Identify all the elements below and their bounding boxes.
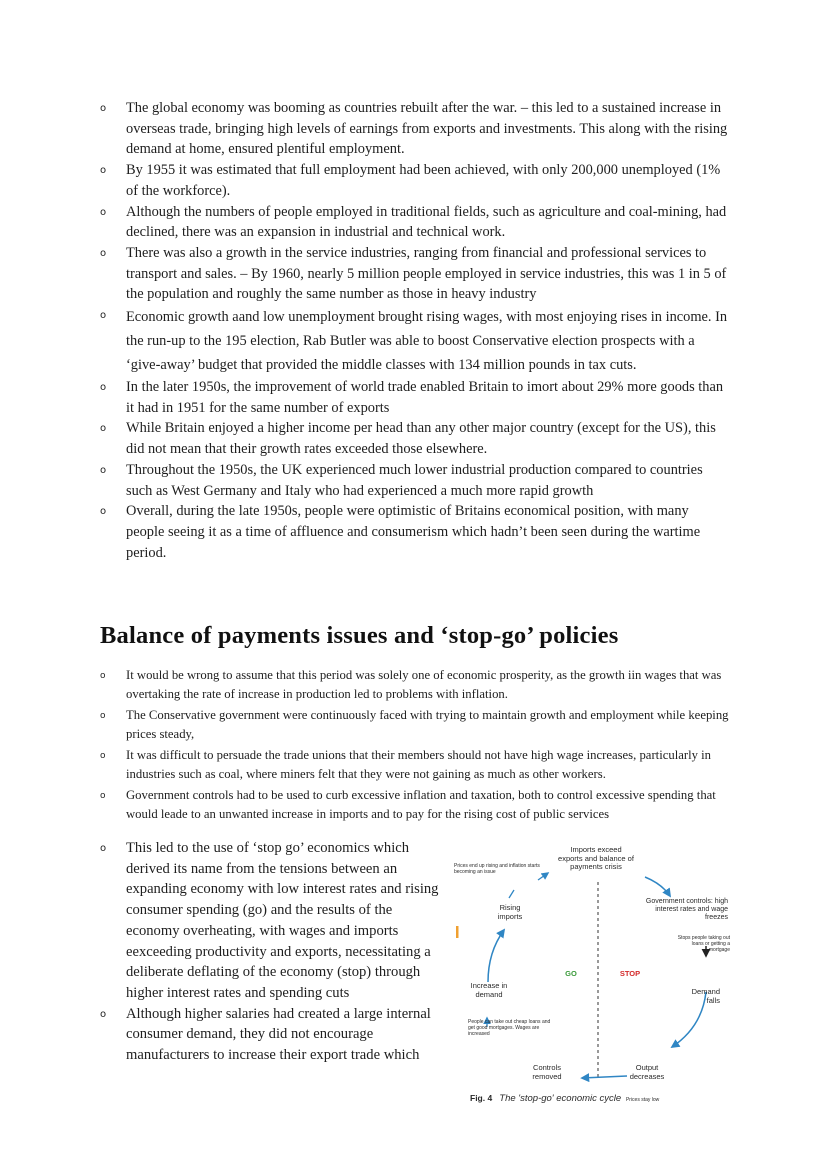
bullet-text: Economic growth aand low unemployment brought rising wages, with most enjoying rises in income. In the run-up to the 195 election, Rab Butler was able to boost Conservative election prospects with a ‘give-away’ budget that provided the middle classes with 134 million pounds in tax cuts. xyxy=(126,309,728,374)
bullet-marker: o xyxy=(100,791,106,801)
bullet-item xyxy=(100,243,730,305)
bullet-marker: o xyxy=(100,843,107,854)
bullet-text: Government controls had to be used to curb excessive inflation and taxation, both to control excessive spending that would leade to an unwanted increase in imports and to pay for the rising cost of public services xyxy=(126,788,716,821)
section-heading: Balance of payments issues and ‘stop-go’ policies xyxy=(100,622,619,649)
arrow-to-controls xyxy=(645,877,670,896)
bullet-text: Although the numbers of people employed in traditional fields, such as agriculture and coal-mining, had declined, there was an expansion in industrial and technical work. xyxy=(126,203,727,241)
bullet-marker: o xyxy=(100,506,107,518)
bullet-item xyxy=(100,160,730,201)
bullet-item xyxy=(100,1004,445,1066)
bullet-text: While Britain enjoyed a higher income per head than any other major country (except for the US), this did not mean that their growth rates exceeded those elsewhere. xyxy=(126,420,716,458)
label-output-decreases: Output decreases xyxy=(629,1063,665,1081)
bullet-marker: o xyxy=(100,423,107,435)
marker-bar xyxy=(456,926,459,938)
label-increase-demand: Increase in demand xyxy=(470,981,508,999)
bullet-text: Throughout the 1950s, the UK experienced much lower industrial production compared to countries such as West Germany and Italy who had experienced a much more rapid growth xyxy=(126,461,703,499)
bullet-item xyxy=(100,202,730,243)
bullet-text: Overall, during the late 1950s, people were optimistic of Britains economical position, with many people seeing it as a time of affluence and consumerism which hadn’t been seen during the wartime period. xyxy=(126,503,701,561)
bullet-text: Although higher salaries had created a large internal consumer demand, they did not encourage manufacturers to increase their export trade which xyxy=(126,1005,431,1064)
bullet-marker: o xyxy=(100,165,107,177)
bullet-marker: o xyxy=(100,1008,107,1020)
bullet-text: This led to the use of ‘stop go’ economics which derived its name from the tensions between an expanding economy with low interest rates and rising consumer spending (go) and the results of the economy overheating, with wages and imports eexceeding productivity and exports, necessitating a deliberate deflating of the economy (stop) through higher interest rates and spending cuts xyxy=(126,840,439,1001)
stop-go-cycle-figure xyxy=(452,842,742,1112)
label-government-controls: Government controls: high interest rates and wage freezes xyxy=(645,898,728,922)
label-controls-removed: Controls removed xyxy=(532,1063,562,1081)
bullet-marker: o xyxy=(100,464,107,476)
bullet-text: In the later 1950s, the improvement of world trade enabled Britain to imort about 29% more goods than it had in 1951 for the same number of exports xyxy=(126,379,724,416)
bullet-item xyxy=(100,746,730,784)
label-stop: STOP xyxy=(619,969,641,978)
caption-title: The 'stop-go' economic cycle xyxy=(499,1093,622,1104)
bullet-item xyxy=(100,666,730,704)
bullet-item xyxy=(100,838,445,1004)
bullet-marker: o xyxy=(100,310,107,322)
label-stops-people: Stops people taking out loans or getting a mortgage xyxy=(677,935,730,953)
cycle-diagram xyxy=(452,842,742,1092)
bullet-item xyxy=(100,786,730,824)
bullet-marker: o xyxy=(100,711,106,721)
label-people-can: People can take out cheap loans and get good mortgages. Wages are increased xyxy=(468,1019,551,1037)
bullet-marker: o xyxy=(100,671,106,681)
label-rising-imports: Rising imports xyxy=(497,903,523,921)
arrow-to-rising xyxy=(509,890,514,898)
label-go: GO xyxy=(565,969,577,978)
label-prices-end-up: Prices end up rising and inflation starts becoming an issue xyxy=(454,863,540,875)
bullet-text: There was also a growth in the service industries, ranging from financial and professional services to transport and sales. – By 1960, nearly 5 million people employed in service industries, this was 1 in 5 of the population and roughly the same number as those in heavy industry xyxy=(126,244,727,303)
bullet-item xyxy=(100,377,730,418)
bullet-text: It was difficult to persuade the trade unions that their members should not have high wage increases, particularly in industries such as coal, where miners felt that they were not gaining as much as other workers. xyxy=(126,748,711,781)
bullet-list-wrapped xyxy=(100,838,445,1066)
bullet-item xyxy=(100,706,730,744)
bullet-item xyxy=(100,460,730,501)
bullet-marker: o xyxy=(100,206,107,218)
bullet-list-stop-go xyxy=(100,666,730,824)
bullet-marker: o xyxy=(100,103,107,114)
arrow-to-controls-removed xyxy=(582,1076,627,1078)
bullet-text: The Conservative government were continuously faced with trying to maintain growth and employment while keeping prices steady, xyxy=(126,708,729,741)
bullet-item xyxy=(100,501,730,563)
bullet-marker: o xyxy=(100,247,107,259)
figure-caption xyxy=(470,1093,659,1104)
bullet-text: The global economy was booming as countries rebuilt after the war. – this led to a sustained increase in overseas trade, bringing high levels of earnings from exports and investments. This along with the rising demand at home, ensured plentiful employment. xyxy=(126,100,728,158)
bullet-item xyxy=(100,418,730,459)
bullet-marker: o xyxy=(100,382,107,394)
bullet-text: By 1955 it was estimated that full employment had been achieved, with only 200,000 unemployed (1% of the workforce). xyxy=(126,162,721,199)
caption-number: Fig. 4 xyxy=(470,1093,493,1103)
bullet-item xyxy=(100,98,730,160)
bullet-list-economy xyxy=(100,98,730,563)
bullet-marker: o xyxy=(100,751,106,761)
bullet-item xyxy=(100,305,730,377)
label-imports-exceed: Imports exceed exports and balance of payments crisis xyxy=(558,845,634,872)
bullet-text: It would be wrong to assume that this period was solely one of economic prosperity, as the growth iin wages that was overtaking the rate of increase in production led to problems with inflation. xyxy=(126,668,722,701)
caption-note: Prices stay low xyxy=(625,1097,660,1103)
arrow-to-rising-imports xyxy=(488,930,504,982)
label-demand-falls: Demand falls xyxy=(691,987,720,1005)
